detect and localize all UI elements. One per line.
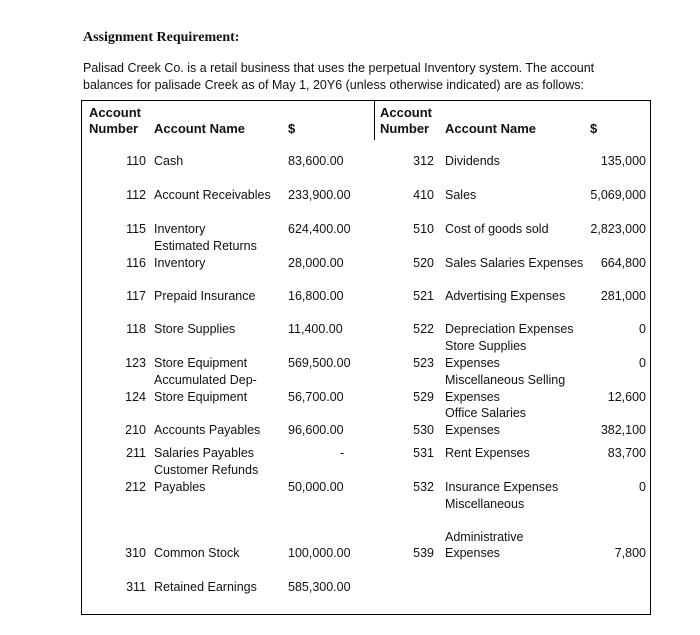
account-number: 523 [413,356,434,370]
account-number: 529 [413,390,434,404]
account-amount: 281,000 [600,289,646,303]
account-name: Expenses [445,390,500,404]
account-amount: 664,800 [600,256,646,270]
account-number: 532 [413,480,434,494]
account-name: Account Receivables [154,188,271,202]
account-amount: 11,400.00 [288,322,343,336]
left-account-name-header: Account Name [154,121,246,136]
account-number: 521 [413,289,434,303]
account-amount: 50,000.00 [288,480,344,494]
account-name: Expenses [445,423,500,437]
account-amount: 2,823,000 [590,222,646,236]
account-name: Sales [445,188,477,202]
account-number: 311 [126,580,146,594]
account-name: Inventory [154,222,206,236]
account-name: Insurance Expenses [445,480,559,494]
account-number: 124 [125,390,146,404]
account-amount: 569,500.00 [288,356,351,370]
account-number: 510 [413,222,434,236]
account-amount: 382,100 [600,423,646,437]
account-number: 116 [126,256,146,270]
account-name: Payables [154,480,206,494]
account-amount: 56,700.00 [288,390,344,404]
account-name: Accounts Payables [154,423,261,437]
account-number: 310 [125,546,146,560]
account-number: 530 [413,423,434,437]
account-name-line1: Miscellaneous Selling [445,373,566,387]
account-amount: 12,600 [607,390,646,404]
account-name: Store Supplies [154,322,236,336]
account-amount: 0 [639,480,646,494]
account-number: 410 [413,188,434,202]
account-number: 117 [126,289,146,303]
account-name: Rent Expenses [445,446,530,460]
account-amount: 7,800 [614,546,646,560]
account-amount: 83,600.00 [288,154,344,168]
left-amount-header: $ [288,121,296,136]
account-number: 210 [125,423,146,437]
account-amount: 585,300.00 [288,580,351,594]
account-amount: 135,000 [600,154,646,168]
account-number: 118 [126,322,146,336]
account-name-line1: Customer Refunds [154,463,259,477]
account-number: 520 [413,256,434,270]
left-account-header-line1: Account [89,105,141,120]
account-number: 531 [413,446,434,460]
account-name: Depreciation Expenses [445,322,574,336]
account-number: 312 [413,154,434,168]
account-name-line1: Accumulated Dep- [154,373,257,387]
account-name: Expenses [445,356,500,370]
account-amount: 96,600.00 [288,423,344,437]
account-name-line1: Office Salaries [445,406,527,420]
account-name: Dividends [445,154,500,168]
account-name: Inventory [154,256,206,270]
left-number-header-line2: Number [89,121,139,136]
account-name: Expenses [445,546,500,560]
account-name-line1: Store Supplies [445,339,527,353]
account-number: 522 [413,322,434,336]
account-number: 115 [126,222,146,236]
right-account-header-line1: Account [380,105,432,120]
account-amount: - [340,446,345,460]
account-name: Retained Earnings [154,580,257,594]
header-divider [374,100,375,140]
account-amount: 0 [639,356,646,370]
account-name: Advertising Expenses [445,289,566,303]
account-amount: 233,900.00 [288,188,351,202]
account-amount: 16,800.00 [288,289,344,303]
account-name: Common Stock [154,546,240,560]
account-number: 539 [413,546,434,560]
intro-paragraph: Palisad Creek Co. is a retail business that uses the perpetual Inventory system. The account balances for palisade Creek as of May 1, 20Y6 (unless otherwise indicated) are as follows: [83,61,595,92]
account-name: Cost of goods sold [445,222,549,236]
right-account-name-header: Account Name [445,121,537,136]
account-name: Sales Salaries Expenses [445,256,584,270]
assignment-heading: Assignment Requirement: [83,30,240,45]
account-name: Salaries Payables [154,446,255,460]
account-number: 112 [126,188,146,202]
account-name: Store Equipment [154,356,248,370]
left-account-number-header [89,105,141,137]
account-name-line1: Administrative [445,530,524,544]
account-name: Prepaid Insurance [154,289,256,303]
account-number: 123 [125,356,146,370]
account-number: 110 [126,154,146,168]
account-number: 212 [125,480,146,494]
account-number: 211 [126,446,146,460]
right-amount-header: $ [590,121,598,136]
account-amount: 83,700 [607,446,646,460]
account-amount: 100,000.00 [288,546,351,560]
right-number-header-line2: Number [380,121,430,136]
account-amount: 624,400.00 [288,222,351,236]
account-name-line1: Estimated Returns [154,239,257,253]
account-name: Store Equipment [154,390,248,404]
account-amount: 28,000.00 [288,256,344,270]
account-amount: 5,069,000 [590,188,646,202]
account-name-line2: Miscellaneous [445,497,525,511]
account-name: Cash [154,154,184,168]
right-account-number-header [380,105,432,137]
account-amount: 0 [639,322,646,336]
